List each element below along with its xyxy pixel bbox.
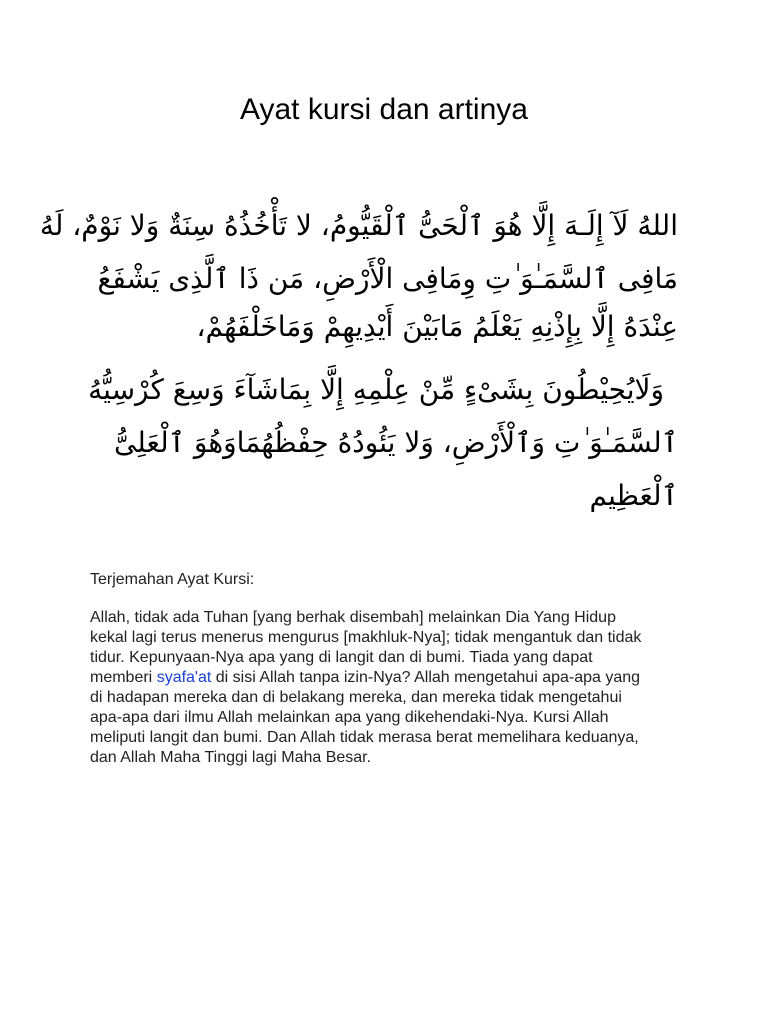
syafaat-link[interactable]: syafa'at <box>156 669 212 686</box>
document-title: Ayat kursi dan artinya <box>240 93 528 126</box>
arabic-verse-line-1: اللهُ لَآ إِلَـهَ إِلَّا هُوَ ٱلْحَىُّ ٱلْقَيُّومُ، لا تَأْخُذُهُ سِنَةٌ وَلا نَوْمٌ، لَهُ <box>39 209 678 242</box>
translation-line: apa-apa dari ilmu Allah melainkan apa yang dikehendaki-Nya. Kursi Allah <box>90 709 609 726</box>
translation-text: memberi <box>90 669 157 686</box>
translation-line: tidur. Kepunyaan-Nya apa yang di langit dan di bumi. Tiada yang dapat <box>90 649 593 666</box>
arabic-verse-line-4: وَلَايُحِيْطُونَ بِشَىْءٍ مِّنْ عِلْمِهِ إِلَّا بِمَاشَآءَ وَسِعَ كُرْسِيُّهُ <box>88 373 664 406</box>
arabic-verse-line-5: ٱلسَّمَـٰوَ ٰتِ وَٱلْأَرْضِ، وَلا يَئُودُهُ حِفْظُهُمَاوَهُوَ ٱلْعَلِىُّ <box>113 426 678 459</box>
translation-line: di hadapan mereka dan di belakang mereka, dan mereka tidak mengetahui <box>90 689 622 706</box>
translation-heading: Terjemahan Ayat Kursi: <box>90 571 255 588</box>
translation-paragraph <box>90 608 680 768</box>
arabic-verse-line-2: مَافِى ٱلسَّمَـٰوَ ٰتِ وِمَافِى الْأَرْضِ، مَن ذَا ٱلَّذِى يَشْفَعُ <box>97 262 678 295</box>
translation-line: dan Allah Maha Tinggi lagi Maha Besar. <box>90 749 372 766</box>
translation-line: Allah, tidak ada Tuhan [yang berhak disembah] melainkan Dia Yang Hidup <box>90 609 616 626</box>
translation-text: di sisi Allah tanpa izin-Nya? Allah mengetahui apa-apa yang <box>211 669 641 686</box>
translation-line: meliputi langit dan bumi. Dan Allah tidak merasa berat memelihara keduanya, <box>90 729 639 746</box>
arabic-verse-line-6: ٱلْعَظِيم <box>589 479 678 512</box>
arabic-verse-line-3: عِنْدَهُ إِلَّا بِإِذْنِهِ يَعْلَمُ مَابَيْنَ أَيْدِيهِمْ وَمَاخَلْفَهُمْ، <box>196 310 678 343</box>
translation-line-with-link <box>90 668 680 688</box>
translation-line: kekal lagi terus menerus mengurus [makhluk-Nya]; tidak mengantuk dan tidak <box>90 629 642 646</box>
